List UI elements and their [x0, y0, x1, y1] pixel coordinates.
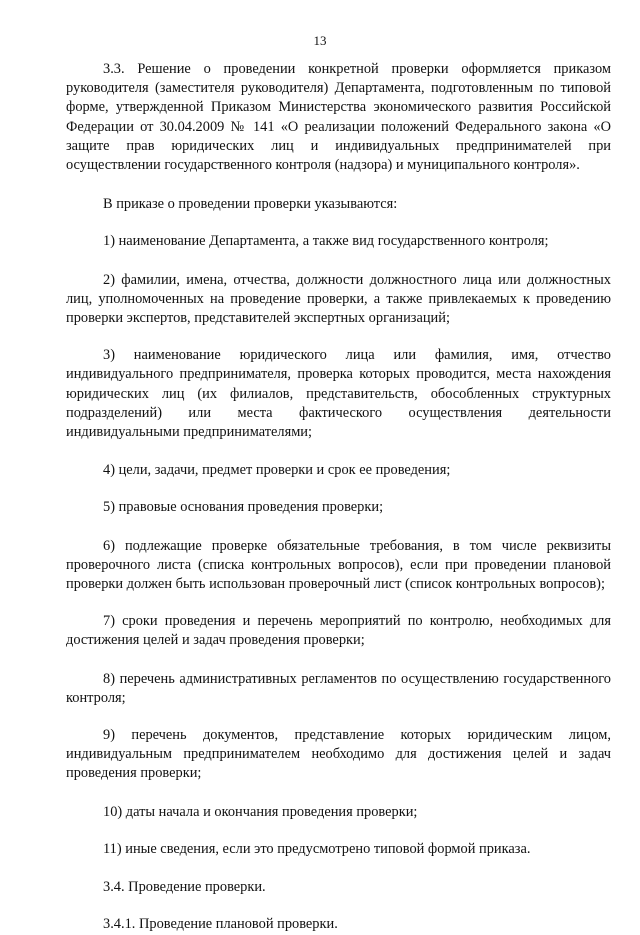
document-body: [66, 60, 611, 935]
list-item-8: 8) перечень административных регламентов по осуществлению государственного контроля;: [66, 670, 611, 706]
list-item-3: 3) наименование юридического лица или фамилия, имя, отчество индивидуального предпринимателя, проверка которых проводится, места нахождения юридических лиц (их филиалов, представительств, обособленных структурных подразделений) или места фактического осуществления деятельности индивидуальными предпринимателями;: [66, 347, 611, 441]
list-item-10: 10) даты начала и окончания проведения проверки;: [103, 803, 418, 820]
section-3-4-1-heading: 3.4.1. Проведение плановой проверки.: [103, 916, 338, 933]
section-3-4-heading: 3.4. Проведение проверки.: [103, 879, 266, 896]
list-item-1: 1) наименование Департамента, а также вид государственного контроля;: [103, 233, 549, 250]
paragraph-order-intro: В приказе о проведении проверки указываются:: [103, 196, 398, 213]
paragraph-3-3: 3.3. Решение о проведении конкретной проверки оформляется приказом руководителя (заместителя руководителя) Департамента, подготовленным по типовой форме, утвержденной Приказом Министерства экономического развития Российской Федерации от 30.04.2009 № 141 «О реализации положений Федерального закона «О защите прав юридических лиц и индивидуальных предпринимателей при осуществлении государственного контроля (надзора) и муниципального контроля».: [66, 61, 611, 174]
list-item-4: 4) цели, задачи, предмет проверки и срок ее проведения;: [103, 462, 451, 479]
list-item-9: 9) перечень документов, представление которых юридическим лицом, индивидуальным предпринимателем необходимо для достижения целей и задач проведения проверки;: [66, 727, 611, 782]
page-number: 13: [313, 33, 327, 48]
list-item-7: 7) сроки проведения и перечень мероприятий по контролю, необходимых для достижения целей и задач проведения проверки;: [66, 613, 611, 649]
list-item-11: 11) иные сведения, если это предусмотрено типовой формой приказа.: [103, 840, 531, 857]
list-item-6: 6) подлежащие проверке обязательные требования, в том числе реквизиты проверочного листа (списка контрольных вопросов), если при проведении плановой проверки должен быть использован проверочный лист (список контрольных вопросов);: [66, 537, 611, 593]
list-item-5: 5) правовые основания проведения проверки;: [103, 499, 384, 516]
list-item-2: 2) фамилии, имена, отчества, должности должностного лица или должностных лиц, уполномоченных на проведение проверки, а также привлекаемых к проведению проверки экспертов, представителей экспертных организаций;: [66, 271, 611, 327]
